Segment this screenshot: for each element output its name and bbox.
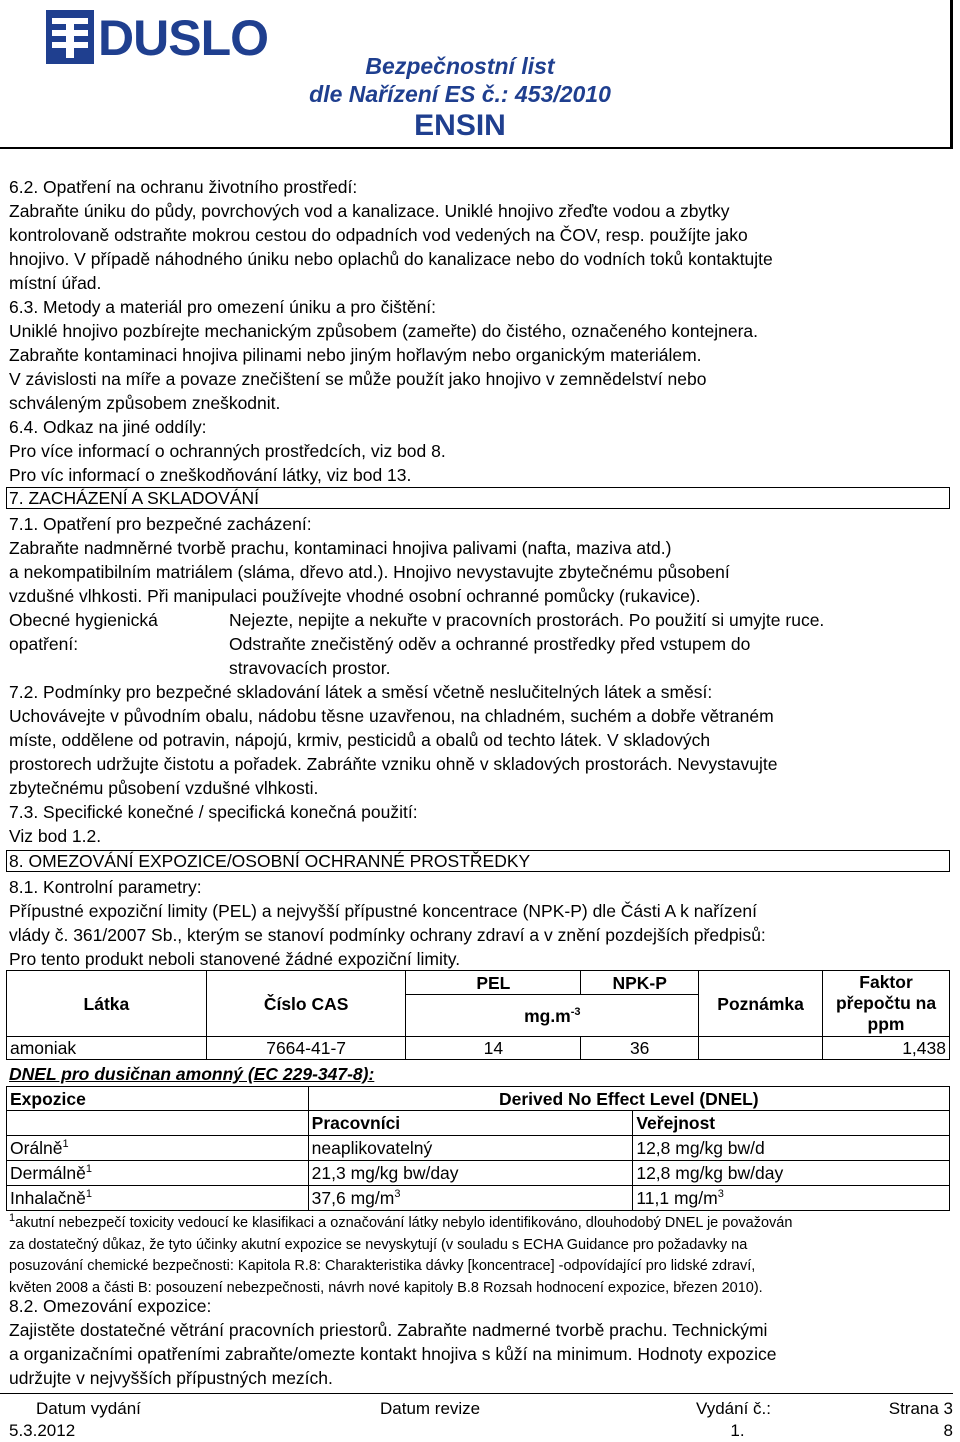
text-8-2-b: a organizačními opatřeními zabraňte/omezte kontakt hnojiva s kůží na minimum. Hodnoty expozice	[9, 1344, 777, 1364]
footer-version	[696, 1398, 771, 1442]
dnel-verej-inhal	[633, 1186, 950, 1211]
footnote-1	[9, 1213, 943, 1235]
dnel-expo-dermal	[7, 1161, 309, 1186]
dnel-expo-inhal	[7, 1186, 309, 1211]
text-6-2-d: místní úřad.	[9, 273, 102, 293]
heading-8-1: 8.1. Kontrolní parametry:	[9, 877, 202, 897]
hygiene-block	[9, 608, 943, 680]
text-6-2-c: hnojivo. V případě náhodného úniku nebo oplachů do kanalizace nebo do vodních toků kontaktujte	[9, 249, 773, 269]
text-6-3-a: Uniklé hnojivo pozbírejte mechanickým způsobem (zameřte) do čistého, označeného kontejnera.	[9, 321, 759, 341]
dnel-prac-inhal-text: 37,6 mg/m	[311, 1188, 395, 1208]
text-7-3: Viz bod 1.2.	[9, 826, 102, 846]
hygiene-label-2: opatření:	[9, 634, 79, 654]
footer-issue-label: Datum vydání	[36, 1399, 141, 1418]
dnel-prac-inhal	[308, 1186, 633, 1211]
dnel-verej-oral: 12,8 mg/kg bw/d	[633, 1136, 950, 1161]
th-pracovnici: Pracovníci	[308, 1111, 633, 1136]
th-empty	[7, 1111, 309, 1136]
footer-revision-label: Datum revize	[380, 1399, 481, 1418]
text-6-2-b: kontrolovaně odstraňte mokrou cestou do odpadních vod vedených na ČOV, resp. použíjte jako	[9, 225, 748, 245]
text-8-2-a: Zajistěte dostatečné větrání pracovních priestorů. Zabraňte nadmerné tvorbě prachu. Technickými	[9, 1320, 768, 1340]
hygiene-text-2: Odstraňte znečistěný oděv a ochranné prostředky před vstupem do	[229, 634, 751, 654]
heading-7-1: 7.1. Opatření pro bezpečné zacházení:	[9, 514, 312, 534]
hygiene-label: Obecné hygienická	[9, 610, 158, 630]
sup-3: 3	[717, 1188, 724, 1201]
text-7-1-c: vzdušné vlhkosti. Při manipulaci používejte vhodné osobní ochranné pomůcky (rukavice).	[9, 586, 701, 606]
dnel-expo-oral	[7, 1136, 309, 1161]
footer-version-value: 1.	[730, 1421, 745, 1440]
text-8-2-c: udržujte v nejvyšších přípustných mezích.	[9, 1368, 333, 1388]
text-7-1-b: a nekompatibilním matriálem (sláma, dřevo atd.). Hnojivo nevystavujte zbytečnému působení	[9, 562, 730, 582]
heading-8-2: 8.2. Omezování expozice:	[9, 1296, 212, 1316]
dnel-prac-dermal: 21,3 mg/kg bw/day	[308, 1161, 633, 1186]
footnote-4: květen 2008 a části B: posouzení nebezpečnosti, návrh nové kapitoly B.8 Rozsah hodnocení expozice, březen 2010).	[9, 1279, 763, 1296]
dnel-verej-dermal: 12,8 mg/kg bw/day	[633, 1161, 950, 1186]
dnel-title: DNEL pro dusičnan amonný (EC 229-347-8):	[9, 1064, 375, 1084]
footer-page-total: 8	[943, 1421, 953, 1440]
cell-faktor: 1,438	[823, 1037, 950, 1060]
unit-text: mg.m	[524, 1005, 571, 1026]
th-pel: PEL	[406, 971, 581, 995]
doc-regulation: dle Nařízení ES č.: 453/2010	[309, 81, 611, 107]
section-6-continued	[9, 175, 943, 487]
footer-version-label: Vydání č.:	[696, 1399, 771, 1418]
logo	[46, 10, 268, 68]
section-7-title: 7. ZACHÁZENÍ A SKLADOVÁNÍ	[6, 487, 950, 509]
th-latka: Látka	[7, 971, 207, 1037]
th-faktor-2: přepočtu na	[835, 993, 937, 1013]
text-7-2-b: míste, oddělene od potravin, nápojú, krmiv, pesticidů a obalů od techto látek. V skladových	[9, 730, 711, 750]
hygiene-text-3: stravovacích prostor.	[229, 658, 391, 678]
sup-1: 1	[85, 1163, 92, 1176]
dnel-verej-inhal-text: 11,1 mg/m	[636, 1188, 718, 1208]
th-dnel: Derived No Effect Level (DNEL)	[308, 1087, 949, 1111]
header-right-rule	[950, 0, 953, 148]
cell-pozn	[699, 1037, 823, 1060]
text-6-4-a: Pro více informací o ochranných prostředcích, viz bod 8.	[9, 441, 446, 461]
dnel-expo-dermal-text: Dermálně	[10, 1163, 86, 1183]
text-7-2-c: prostorech udržujte čistotu a pořadek. Zabráňte vzniku ohně v skladových prostorách. Nevystavujte	[9, 754, 778, 774]
text-8-1-c: Pro tento produkt neboli stanovené žádné expoziční limity.	[9, 949, 461, 969]
exposure-limits-table	[6, 970, 950, 1060]
th-expozice: Expozice	[7, 1087, 309, 1111]
cell-npk: 36	[581, 1037, 699, 1060]
sup-1: 1	[85, 1188, 93, 1201]
th-faktor-1: Faktor	[859, 972, 913, 992]
footnote	[9, 1213, 943, 1299]
section-8-title: 8. OMEZOVÁNÍ EXPOZICE/OSOBNÍ OCHRANNÉ PROSTŘEDKY	[6, 850, 950, 872]
text-7-2-a: Uchovávejte v původním obalu, nádobu těsne uzavřenou, na chladném, suchém a dobře větraném	[9, 706, 774, 726]
header-rule	[0, 147, 953, 149]
th-faktor-3: ppm	[867, 1014, 905, 1034]
th-poznamka: Poznámka	[699, 971, 823, 1037]
product-name: ENSIN	[414, 109, 506, 142]
text-8-1-b: vlády č. 361/2007 Sb., kterým se stanoví podmínky ochrany zdraví a v znění pozdejších předpisů:	[9, 925, 766, 945]
th-npk: NPK-P	[581, 971, 699, 995]
text-6-3-b: Zabraňte kontaminaci hnojiva pilinami nebo jiným hořlavým nebo organickým materiálem.	[9, 345, 702, 365]
dnel-expo-inhal-text: Inhalačně	[10, 1188, 86, 1208]
section-7	[9, 512, 943, 848]
text-6-3-d: schváleným způsobem zneškodnit.	[9, 393, 281, 413]
sup-3: 3	[394, 1188, 401, 1201]
text-6-2: Zabraňte úniku do půdy, povrchových vod a kanalizace. Uniklé hnojivo zřeďte vodou a zbytky	[9, 201, 730, 221]
footnote-1-text: akutní nebezpečí toxicity vedoucí ke klasifikaci a označování látky nebylo identifikováno, dlouhodobý DNEL je považován	[15, 1215, 793, 1231]
unit-sup: -3	[570, 1005, 581, 1018]
th-unit	[406, 995, 699, 1037]
th-faktor	[823, 971, 950, 1037]
footnote-sup: 1	[9, 1212, 16, 1225]
footer-page-label: Strana 3	[888, 1399, 953, 1418]
heading-6-2: 6.2. Opatření na ochranu životního prostředí:	[9, 177, 358, 197]
dnel-prac-oral: neaplikovatelný	[308, 1136, 633, 1161]
heading-6-4: 6.4. Odkaz na jiné oddíly:	[9, 417, 207, 437]
dnel-expo-oral-text: Orálně	[10, 1138, 63, 1158]
duslo-logo-icon	[46, 10, 94, 64]
heading-7-3: 7.3. Specifické konečné / specifická konečná použití:	[9, 802, 418, 822]
logo-text: DUSLO	[98, 10, 268, 66]
cell-latka: amoniak	[7, 1037, 207, 1060]
text-7-1-a: Zabraňte nadmněrné tvorbě prachu, kontaminaci hnojiva palivami (nafta, maziva atd.)	[9, 538, 672, 558]
text-6-3-c: V závislosti na míře a povaze znečištení se může použít jako hnojivo v zemnědelství nebo	[9, 369, 707, 389]
heading-7-2: 7.2. Podmínky pro bezpečné skladování látek a směsí včetně neslučitelných látek a směsí:	[9, 682, 713, 702]
th-cas: Číslo CAS	[206, 971, 406, 1037]
footer-issue-date	[9, 1398, 141, 1442]
footer-page	[880, 1398, 953, 1442]
dnel-table	[6, 1086, 950, 1211]
footnote-2: za dostatečný důkaz, že tyto účinky akutní expozice se nevyskytují (v souladu s ECHA Guidance pro požadavky na	[9, 1236, 748, 1253]
section-8	[9, 875, 943, 971]
footer-rule	[0, 1393, 953, 1394]
th-verejnost: Veřejnost	[633, 1111, 950, 1136]
cell-pel: 14	[406, 1037, 581, 1060]
sup-1: 1	[62, 1138, 69, 1151]
heading-6-3: 6.3. Metody a materiál pro omezení úniku a pro čištění:	[9, 297, 437, 317]
footnote-3: posuzování chemické bezpečnosti: Kapitola R.8: Charakteristika dávky [koncentrace] -odpovídající pro lidské zdraví,	[9, 1258, 756, 1274]
text-7-2-d: zbytečnému působení vzdušné vlhkosti.	[9, 778, 319, 798]
text-6-4-b: Pro víc informací o zneškodňování látky, viz bod 13.	[9, 465, 412, 485]
cell-cas: 7664-41-7	[206, 1037, 406, 1060]
section-8-2	[9, 1294, 943, 1390]
text-8-1-a: Přípustné expoziční limity (PEL) a nejvyšší přípustné koncentrace (NPK-P) dle Části A k nařízení	[9, 901, 757, 921]
doc-title: Bezpečnostní list	[365, 53, 555, 79]
footer-issue-value: 5.3.2012	[9, 1421, 76, 1440]
hygiene-text-1: Nejezte, nepijte a nekuřte v pracovních prostorách. Po použití si umyjte ruce.	[229, 610, 825, 630]
